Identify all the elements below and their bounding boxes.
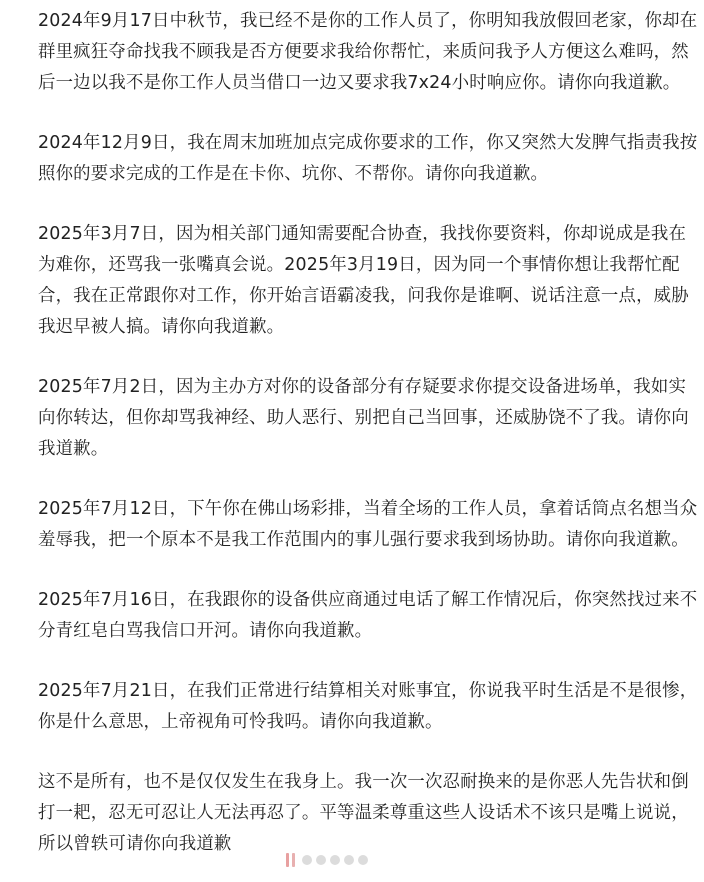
paragraph-6: 2025年7月16日，在我跟你的设备供应商通过电话了解工作情况后，你突然找过来不分青红皂白骂我信口开河。请你向我道歉。 xyxy=(38,590,698,641)
paragraph-4: 2025年7月2日，因为主办方对你的设备部分有存疑要求你提交设备进场单，我如实向你转达，但你却骂我神经、助人恶行、别把自己当回事，还威胁饶不了我。请你向我道歉。 xyxy=(38,377,689,459)
watermark-stroke xyxy=(292,853,295,867)
watermark-dot xyxy=(316,855,326,865)
paragraph-8: 这不是所有，也不是仅仅发生在我身上。我一次一次忍耐换来的是你恶人先告状和倒打一耙，忍无可忍让人无法再忍了。平等温柔尊重这些人设话术不该只是嘴上说说，所以曾轶可请你向我道歉 xyxy=(38,772,689,854)
paragraph-3: 2025年3月7日，因为相关部门通知需要配合协查，我找你要资料，你却说成是我在为难你，还骂我一张嘴真会说。2025年3月19日，因为同一个事情你想让我帮忙配合，我在正常跟你对工作，你开始言语霸凌我，问我你是谁啊、说话注意一点，威胁我迟早被人搞。请你向我道歉。 xyxy=(38,224,689,337)
watermark-dot xyxy=(344,855,354,865)
watermark-dot xyxy=(330,855,340,865)
watermark-logo xyxy=(268,848,388,872)
paragraph-1: 2024年9月17日中秋节，我已经不是你的工作人员了，你明知我放假回老家，你却在群里疯狂夺命找我不顾我是否方便要求我给你帮忙，来质问我予人方便这么难吗，然后一边以我不是你工作人员当借口一边又要求我7x24小时响应你。请你向我道歉。 xyxy=(38,11,698,93)
paragraph-2: 2024年12月9日，我在周末加班加点完成你要求的工作，你又突然大发脾气指责我按照你的要求完成的工作是在卡你、坑你、不帮你。请你向我道歉。 xyxy=(38,133,698,184)
paragraph-5: 2025年7月12日，下午你在佛山场彩排，当着全场的工作人员，拿着话筒点名想当众羞辱我，把一个原本不是我工作范围内的事儿强行要求我到场协助。请你向我道歉。 xyxy=(38,499,698,550)
watermark-dot xyxy=(302,855,312,865)
watermark-stroke xyxy=(286,853,289,867)
document-body xyxy=(38,6,698,860)
paragraph-7: 2025年7月21日，在我们正常进行结算相关对账事宜，你说我平时生活是不是很惨，你是什么意思，上帝视角可怜我吗。请你向我道歉。 xyxy=(38,681,698,732)
watermark-dot xyxy=(358,855,368,865)
